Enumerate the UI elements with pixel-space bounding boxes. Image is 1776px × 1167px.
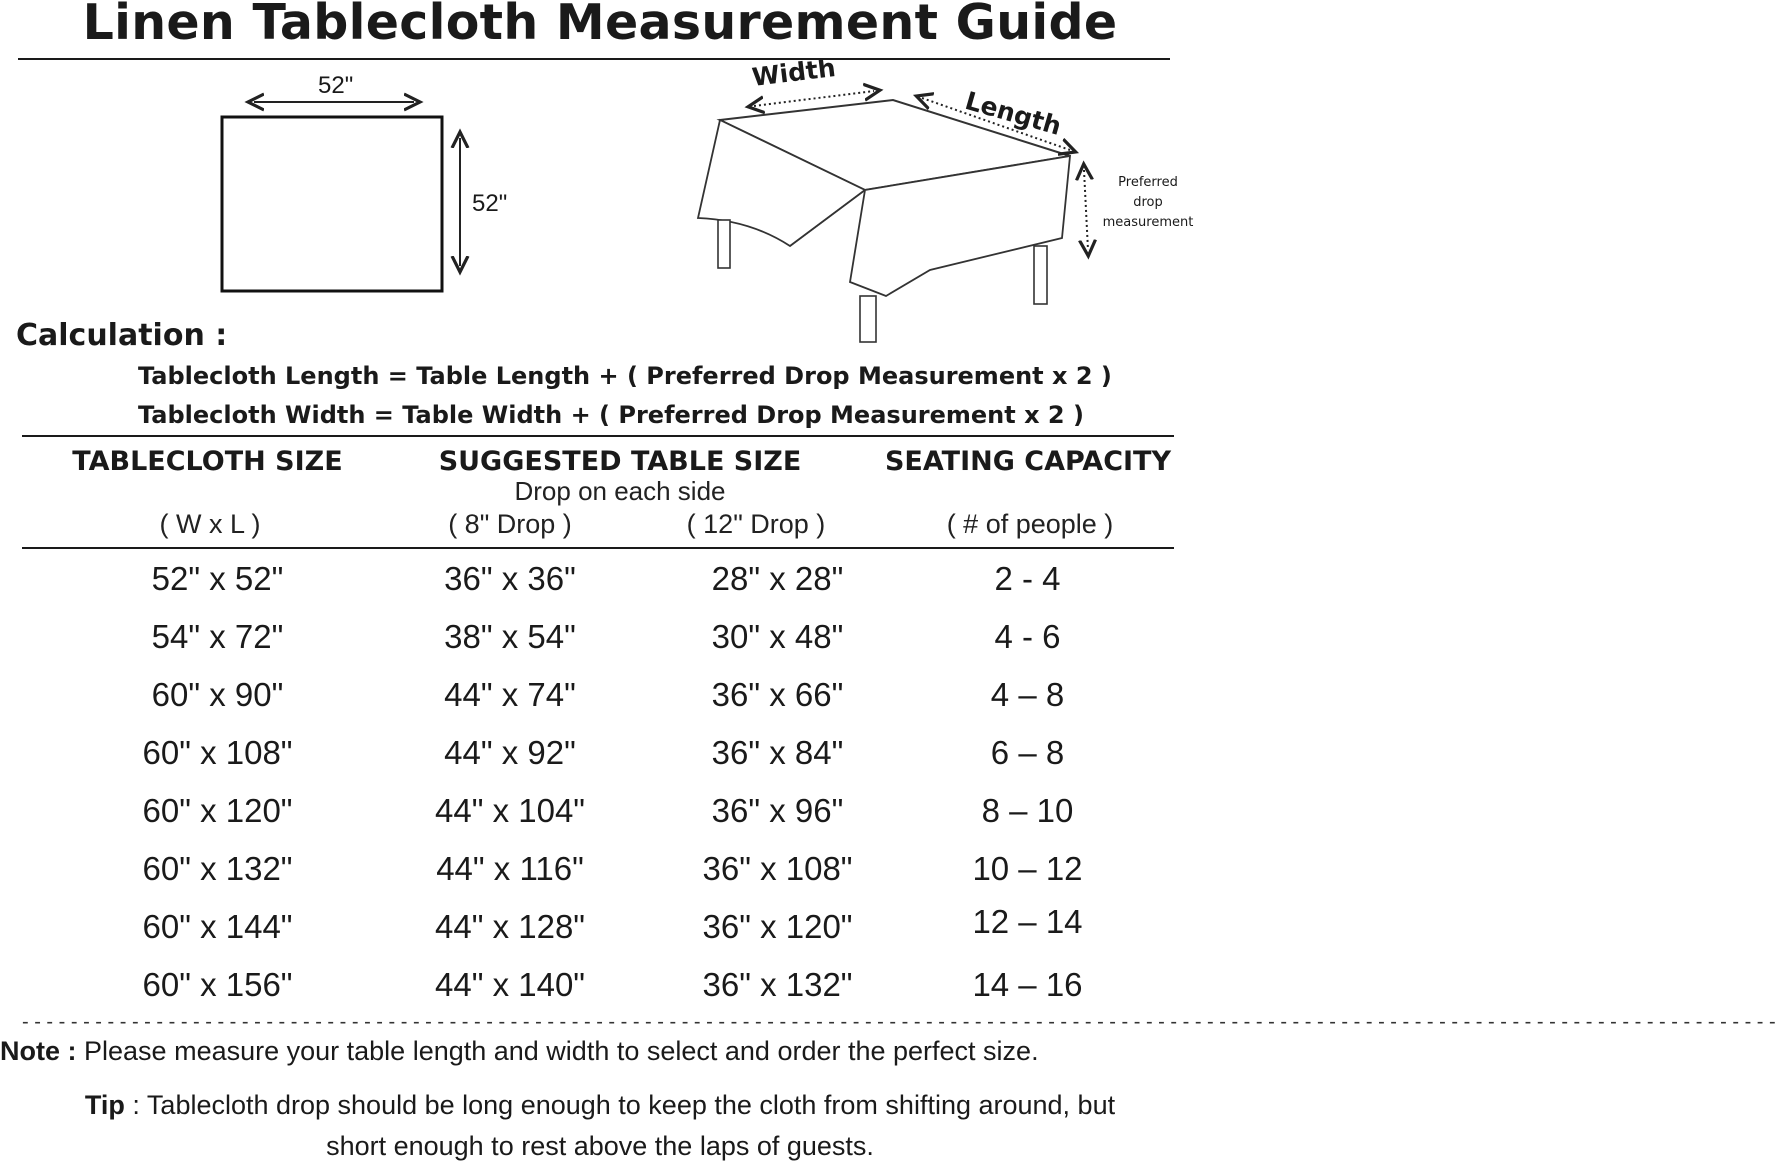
header-drop8-sub: ( 8" Drop ) [448, 509, 572, 539]
row-drop12: 36" x 120" [702, 908, 853, 945]
row-size: 60" x 120" [142, 792, 293, 829]
header-tablecloth-size: TABLECLOTH SIZE [72, 446, 343, 477]
drop-label-line-3: measurement [1102, 215, 1194, 230]
tip-block [0, 1085, 1200, 1167]
row-drop8: 44" x 92" [444, 734, 576, 771]
square-height-label: 52" [472, 190, 508, 217]
row-size: 54" x 72" [151, 618, 284, 655]
tip-line-1 [0, 1085, 1200, 1126]
header-seating-capacity: SEATING CAPACITY [884, 446, 1172, 477]
row-size: 52" x 52" [151, 560, 284, 597]
row-drop12: 30" x 48" [711, 618, 844, 655]
square-cloth-outline [222, 117, 442, 291]
row-drop12: 36" x 66" [711, 676, 844, 713]
calculation-heading: Calculation : [16, 318, 228, 353]
row-seating: 6 – 8 [990, 734, 1065, 771]
row-size: 60" x 108" [142, 734, 293, 771]
dashed-divider: - - - - - - - - - - - - - - - - - - - - - - - - - - - - - - - - - - - - - - - - - - - - - - - - - - - - - - - - - - - - - - - - - - - - - - - - - - - - - - - - - - - - - - - - - - - - - - - - - - - - - - - - - - - - - - - - - - - - - - - - - - - - - - - - - - - - - - - - - - - - - - - - [22, 1011, 1776, 1033]
drop-label [1100, 173, 1196, 233]
tip-text-2: short enough to rest above the laps of guests. [326, 1131, 874, 1161]
row-drop12: 36" x 84" [711, 734, 844, 771]
header-seating-sub: ( # of people ) [946, 509, 1114, 539]
title-divider [18, 58, 1170, 60]
row-seating: 4 – 8 [990, 676, 1065, 713]
drop-dotted-arrow [1084, 170, 1088, 250]
table-width-label: Width [750, 53, 838, 92]
square-cloth-diagram [200, 70, 510, 300]
row-drop8: 44" x 104" [434, 792, 586, 829]
drop-label-line-1: Preferred [1118, 175, 1178, 190]
table-row [0, 560, 1200, 604]
row-seating: 12 – 14 [972, 903, 1083, 940]
table-row [0, 850, 1200, 894]
drop-label-line-2: drop [1133, 195, 1163, 210]
note-text: Please measure your table length and width to select and order the perfect size. [84, 1036, 1039, 1066]
row-drop12: 28" x 28" [711, 560, 844, 597]
row-seating: 8 – 10 [981, 792, 1074, 829]
row-drop8: 44" x 128" [434, 908, 586, 945]
row-drop8: 38" x 54" [444, 618, 576, 655]
row-drop12: 36" x 96" [711, 792, 844, 829]
header-divider [22, 547, 1174, 549]
calculation-divider [22, 435, 1174, 437]
table-length-label: Length [962, 86, 1065, 141]
row-drop12: 36" x 132" [702, 966, 853, 1003]
row-drop12: 36" x 108" [702, 850, 853, 887]
square-width-label: 52" [318, 72, 354, 99]
table-row [0, 676, 1200, 720]
length-formula: Tablecloth Length = Table Length + ( Preferred Drop Measurement x 2 ) [138, 362, 1112, 390]
header-drop12-sub: ( 12" Drop ) [686, 509, 826, 539]
tip-label: Tip [84, 1090, 125, 1120]
row-size: 60" x 90" [151, 676, 284, 713]
row-drop8: 44" x 116" [436, 850, 584, 887]
row-seating: 2 - 4 [994, 560, 1061, 597]
tip-text-1: : Tablecloth drop should be long enough to keep the cloth from shifting around, but [124, 1090, 1116, 1120]
note-line [0, 1036, 1200, 1067]
header-suggested-size: SUGGESTED TABLE SIZE [438, 446, 802, 477]
page-title: Linen Tablecloth Measurement Guide [82, 0, 1118, 51]
table-row [0, 903, 1200, 952]
table-row [0, 734, 1200, 778]
row-size: 60" x 144" [142, 908, 293, 945]
drop-note: Drop on each side [514, 476, 726, 506]
row-drop8: 44" x 140" [434, 966, 586, 1003]
header-size-sub: ( W x L ) [159, 509, 261, 539]
table-row [0, 792, 1200, 836]
row-drop8: 44" x 74" [444, 676, 576, 713]
row-size: 60" x 132" [142, 850, 293, 887]
table-row [0, 618, 1200, 662]
row-seating: 10 – 12 [972, 850, 1083, 887]
row-seating: 14 – 16 [972, 966, 1083, 1003]
row-seating: 4 - 6 [994, 618, 1061, 655]
width-formula: Tablecloth Width = Table Width + ( Preferred Drop Measurement x 2 ) [138, 401, 1084, 429]
note-label: Note : [0, 1036, 77, 1066]
row-drop8: 36" x 36" [444, 560, 576, 597]
table-row [0, 966, 1200, 1010]
row-size: 60" x 156" [142, 966, 293, 1003]
